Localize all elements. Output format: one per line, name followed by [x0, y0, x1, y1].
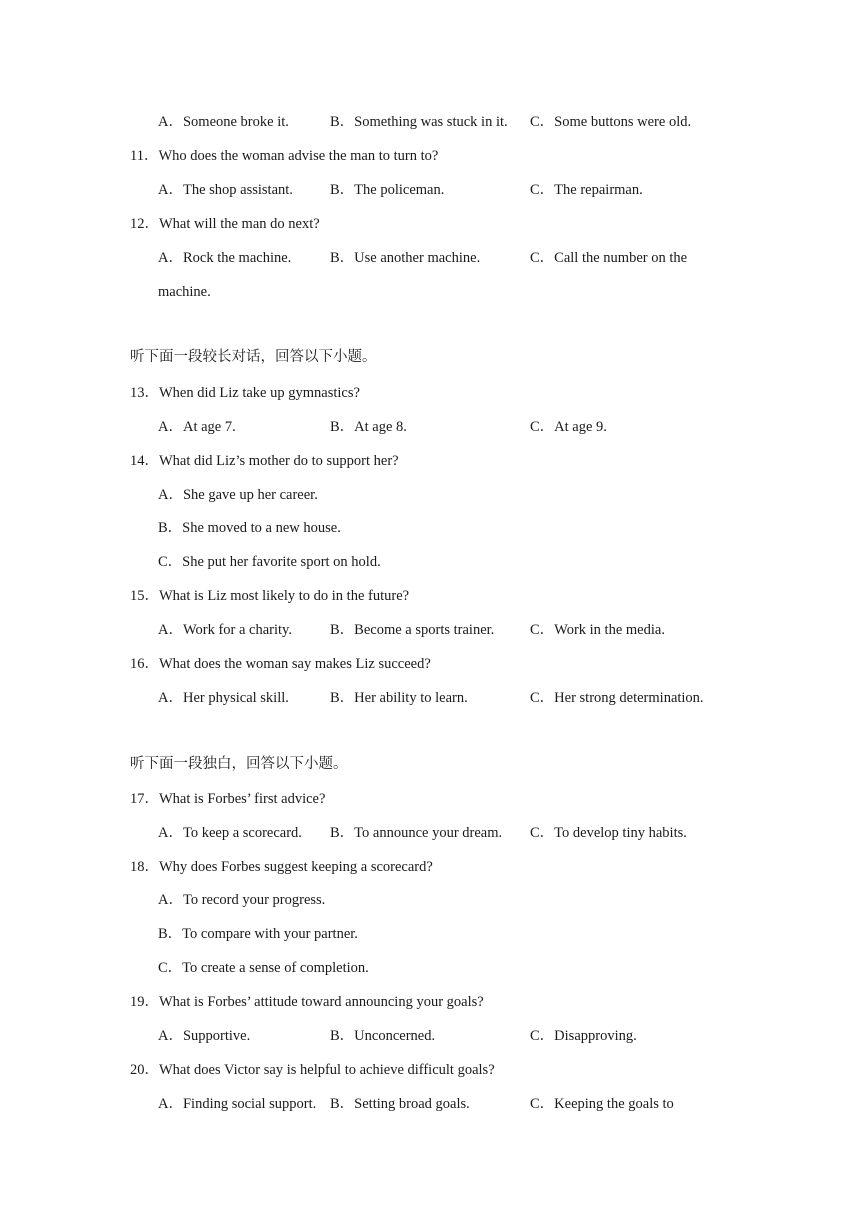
- q18-option-a: A．To record your progress.: [158, 892, 326, 908]
- q12-option-c: C．Call the number on the: [530, 250, 688, 266]
- q18-option-b: B．To compare with your partner.: [158, 926, 358, 942]
- q14-option-a: A．She gave up her career.: [158, 487, 318, 503]
- q19-option-c: C．Disapproving.: [530, 1028, 637, 1044]
- q20-option-b: B．Setting broad goals.: [330, 1096, 470, 1112]
- q12-option-c-continued: machine.: [158, 284, 211, 300]
- q14-option-c: C．She put her favorite sport on hold.: [158, 554, 381, 570]
- q16-option-b: B．Her ability to learn.: [330, 690, 468, 706]
- q11-option-b: B．The policeman.: [330, 182, 445, 198]
- q17-stem: 17．What is Forbes’ first advice?: [130, 791, 326, 807]
- q12-stem: 12．What will the man do next?: [130, 216, 320, 232]
- q10-option-b: B．Something was stuck in it.: [330, 114, 508, 130]
- q13-option-b: B．At age 8.: [330, 419, 407, 435]
- q11-option-a: A．The shop assistant.: [158, 182, 293, 198]
- q15-option-b: B．Become a sports trainer.: [330, 622, 495, 638]
- q19-option-b: B．Unconcerned.: [330, 1028, 436, 1044]
- q13-option-a: A．At age 7.: [158, 419, 236, 435]
- section-heading-monologue: 听下面一段独白，回答以下小题。: [130, 756, 348, 772]
- section-heading-dialogue: 听下面一段较长对话，回答以下小题。: [130, 349, 377, 365]
- q14-option-b: B．She moved to a new house.: [158, 520, 341, 536]
- q15-stem: 15．What is Liz most likely to do in the future?: [130, 588, 410, 604]
- q12-option-a: A．Rock the machine.: [158, 250, 292, 266]
- q16-option-a: A．Her physical skill.: [158, 690, 289, 706]
- q13-option-c: C．At age 9.: [530, 419, 607, 435]
- q18-option-c: C．To create a sense of completion.: [158, 960, 369, 976]
- q20-option-c: C．Keeping the goals to: [530, 1096, 674, 1112]
- q15-option-a: A．Work for a charity.: [158, 622, 292, 638]
- q17-option-a: A．To keep a scorecard.: [158, 825, 302, 841]
- q11-option-c: C．The repairman.: [530, 182, 643, 198]
- q14-stem: 14．What did Liz’s mother do to support her?: [130, 453, 399, 469]
- q16-stem: 16．What does the woman say makes Liz succeed?: [130, 656, 431, 672]
- q19-stem: 19．What is Forbes’ attitude toward announcing your goals?: [130, 994, 484, 1010]
- q19-option-a: A．Supportive.: [158, 1028, 251, 1044]
- q12-option-b: B．Use another machine.: [330, 250, 481, 266]
- q15-option-c: C．Work in the media.: [530, 622, 665, 638]
- q10-option-c: C．Some buttons were old.: [530, 114, 692, 130]
- q17-option-b: B．To announce your dream.: [330, 825, 503, 841]
- q16-option-c: C．Her strong determination.: [530, 690, 704, 706]
- q20-stem: 20．What does Victor say is helpful to achieve difficult goals?: [130, 1062, 495, 1078]
- q20-option-a: A．Finding social support.: [158, 1096, 317, 1112]
- q11-stem: 11．Who does the woman advise the man to turn to?: [130, 148, 439, 164]
- q17-option-c: C．To develop tiny habits.: [530, 825, 687, 841]
- q10-option-a: A．Someone broke it.: [158, 114, 289, 130]
- q13-stem: 13．When did Liz take up gymnastics?: [130, 385, 360, 401]
- q18-stem: 18．Why does Forbes suggest keeping a scorecard?: [130, 859, 433, 875]
